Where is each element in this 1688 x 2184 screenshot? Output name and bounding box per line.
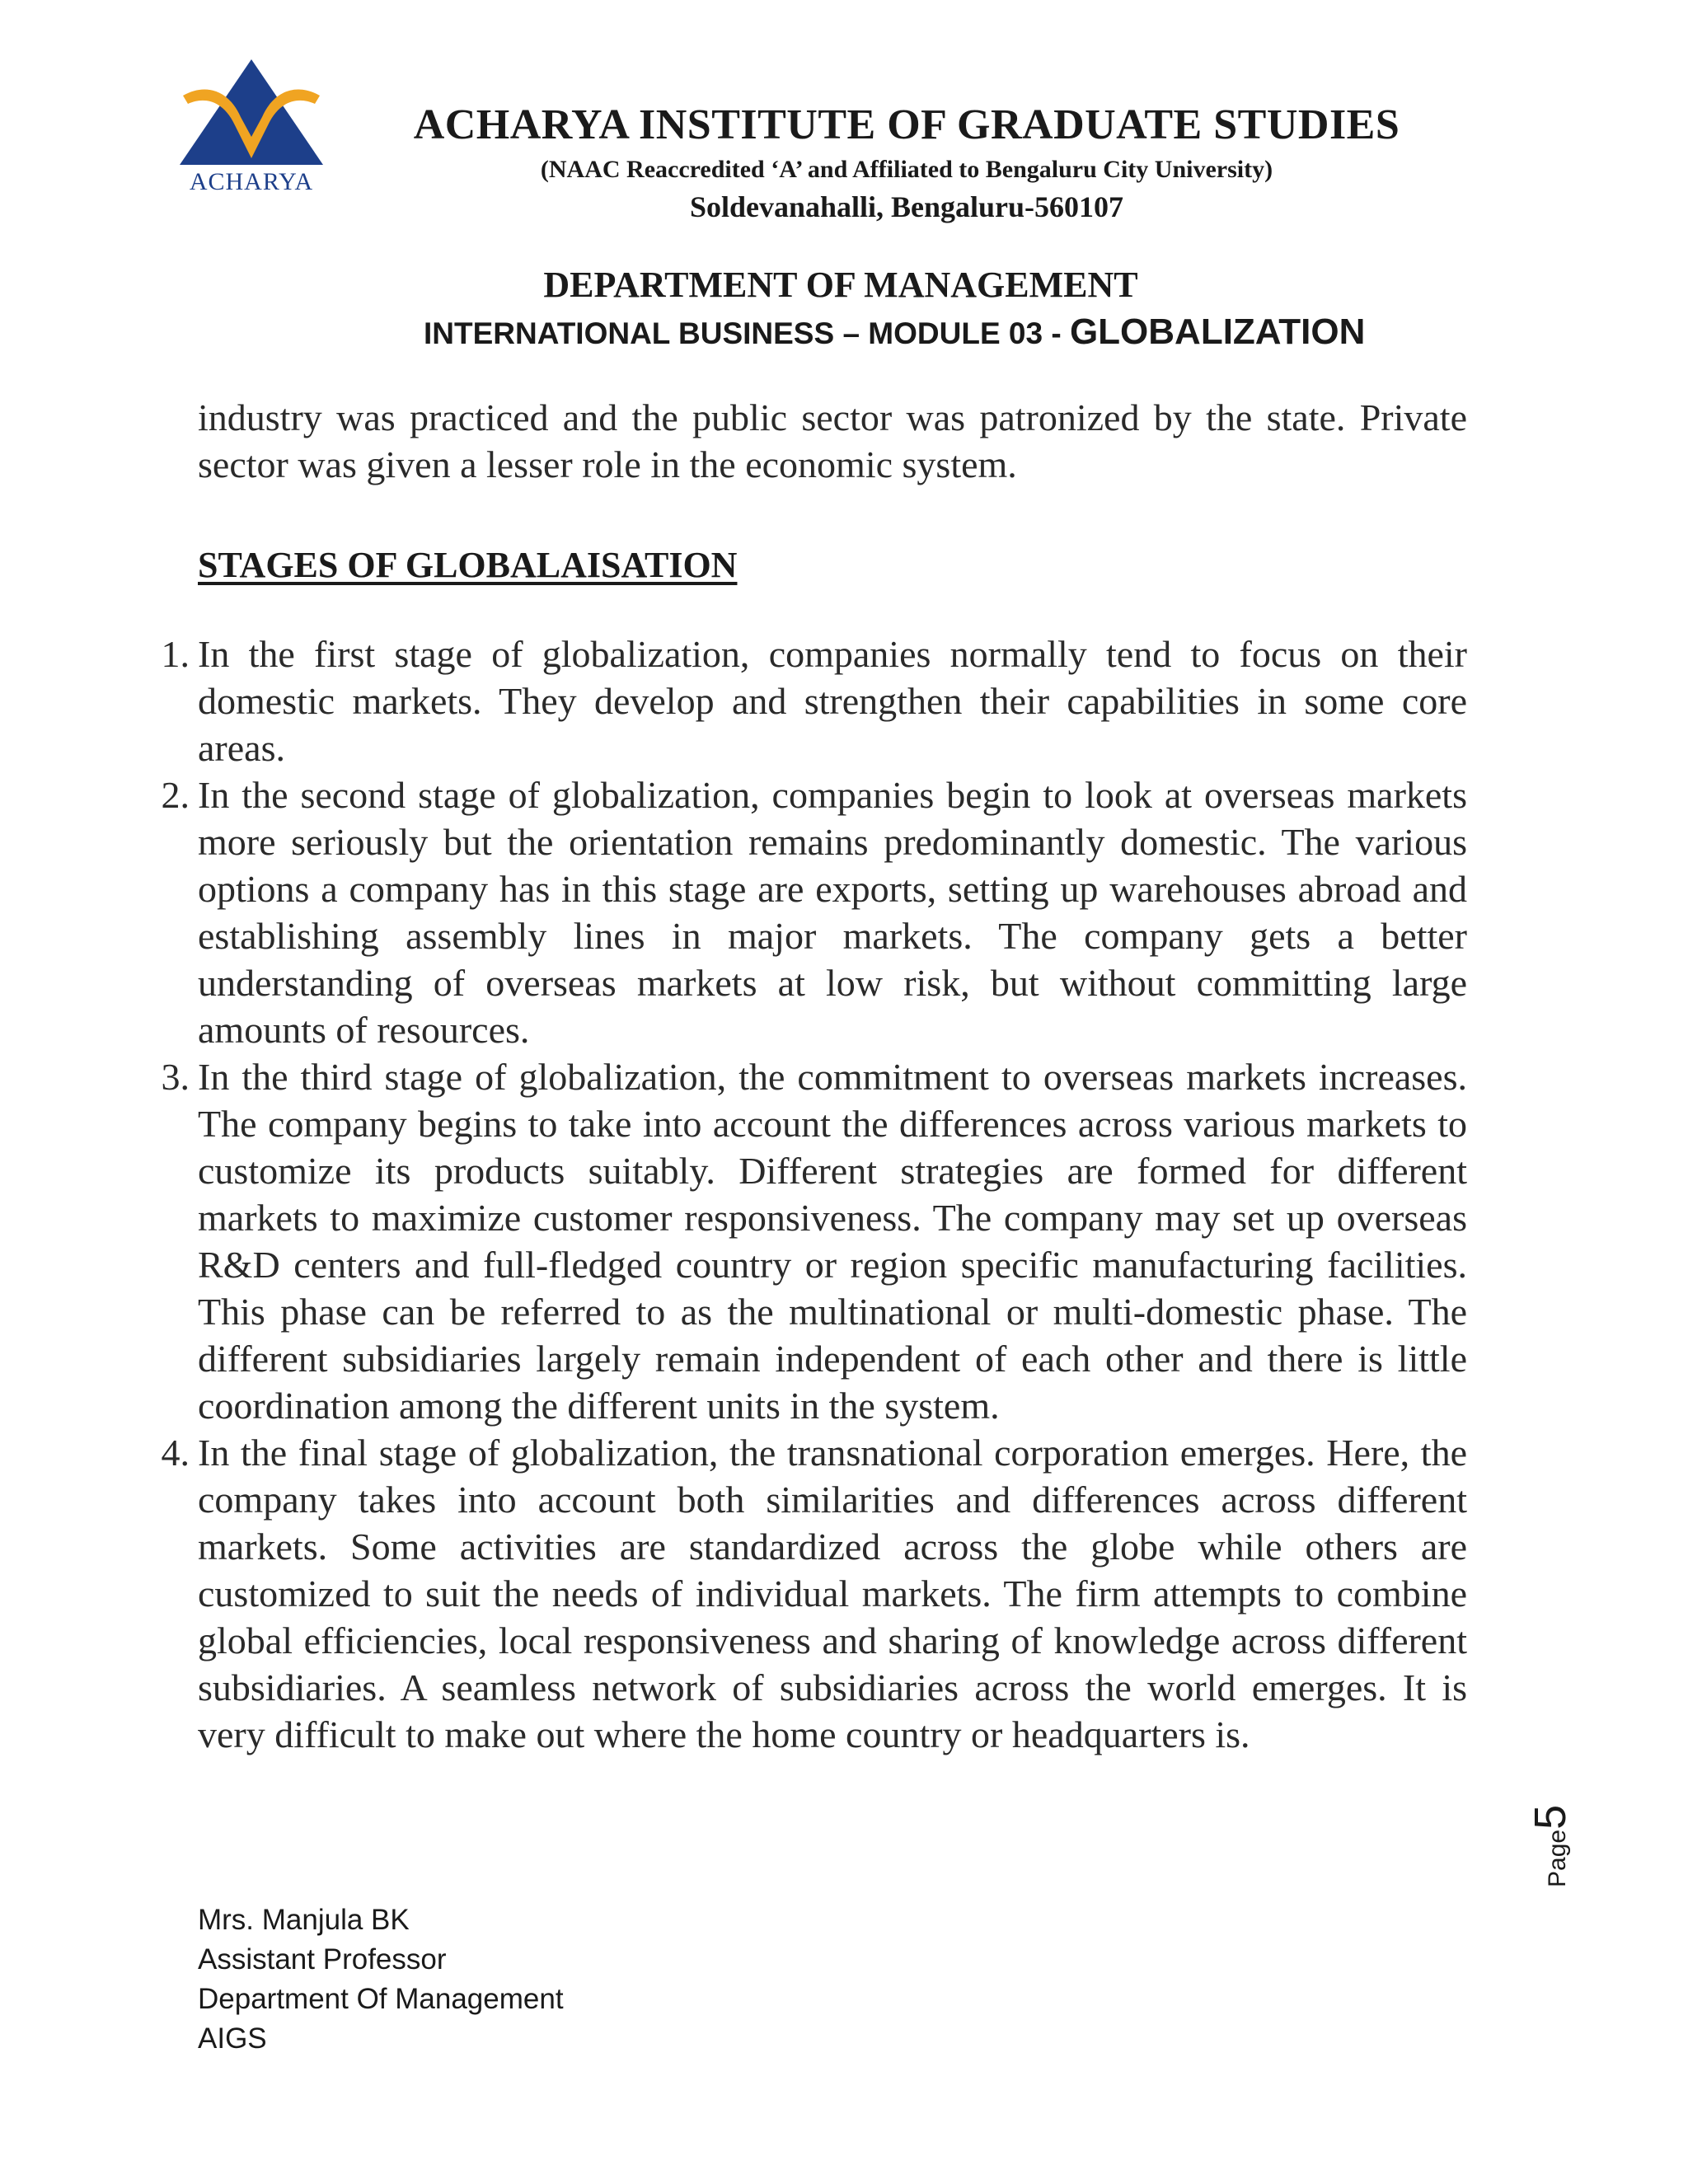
logo-text: ACHARYA <box>189 168 314 195</box>
list-item-text: In the final stage of globalization, the transnational corporation emerges. Here, the company takes into account both similarities and differences across different markets. Some activities are standardized across the globe while others are customized to suit the needs of individual markets. The firm attempts to combine global efficiencies, local responsiveness and sharing of knowledge across different subsidiaries. A seamless network of subsidiaries across the world emerges. It is very difficult to make out where the home country or headquarters is. <box>198 1432 1467 1755</box>
list-item <box>161 630 1467 771</box>
department-title: DEPARTMENT OF MANAGEMENT <box>543 265 1138 305</box>
list-item-number: 4. <box>161 1432 190 1474</box>
stages-list <box>161 630 1467 1758</box>
institute-name: ACHARYA INSTITUTE OF GRADUATE STUDIES <box>413 101 1400 148</box>
stages-heading: STAGES OF GLOBALAISATION <box>198 545 738 585</box>
list-item <box>161 771 1467 1053</box>
author-designation: Assistant Professor <box>198 1943 447 1975</box>
author-name: Mrs. Manjula BK <box>198 1904 410 1936</box>
list-item <box>161 1429 1467 1758</box>
author-footer <box>198 1900 564 2059</box>
acharya-logo <box>173 58 330 206</box>
institute-accreditation: (NAAC Reaccredited ‘A’ and Affiliated to Bengaluru City University) <box>540 156 1273 183</box>
logo-emblem-icon <box>173 58 330 173</box>
list-item-number: 1. <box>161 633 190 675</box>
module-prefix: INTERNATIONAL BUSINESS – MODULE 03 - <box>424 316 1070 350</box>
page-number <box>1525 1755 1657 1887</box>
list-item-number: 3. <box>161 1056 190 1098</box>
list-item <box>161 1053 1467 1429</box>
institute-header <box>363 97 1451 227</box>
author-department: Department Of Management <box>198 1983 564 2015</box>
module-topic: GLOBALIZATION <box>1069 312 1366 352</box>
list-item-text: In the third stage of globalization, the commitment to overseas markets increases. The company begins to take into account the differences across various markets to customize its products suitably. Different strategies are formed for different markets to maximize customer responsiveness. The company may set up overseas R&D centers and full-fledged country or region specific manufacturing facilities. This phase can be referred to as the multinational or multi-domestic phase. The different subsidiaries largely remain independent of each other and there is little coordination among the different units in the system. <box>198 1056 1467 1427</box>
list-item-number: 2. <box>161 774 190 816</box>
module-title <box>424 309 1413 357</box>
list-item-text: In the second stage of globalization, companies begin to look at overseas markets more seriously but the orientation remains predominantly domestic. The various options a company has in this stage are exports, setting up warehouses abroad and establishing assembly lines in major markets. The company gets a better understanding of overseas markets at low risk, but without committing large amounts of resources. <box>198 774 1467 1051</box>
institute-address: Soldevanahalli, Bengaluru-560107 <box>689 190 1124 223</box>
page-digit: 5 <box>1526 1804 1575 1830</box>
page-label: Page <box>1544 1829 1571 1887</box>
author-institute: AIGS <box>198 2022 267 2055</box>
intro-paragraph: industry was practiced and the public sector was patronized by the state. Private sector was given a lesser role in the economic system. <box>198 396 1467 485</box>
list-item-text: In the first stage of globalization, companies normally tend to focus on their domestic markets. They develop and strengthen their capabilities in some core areas. <box>198 633 1467 769</box>
